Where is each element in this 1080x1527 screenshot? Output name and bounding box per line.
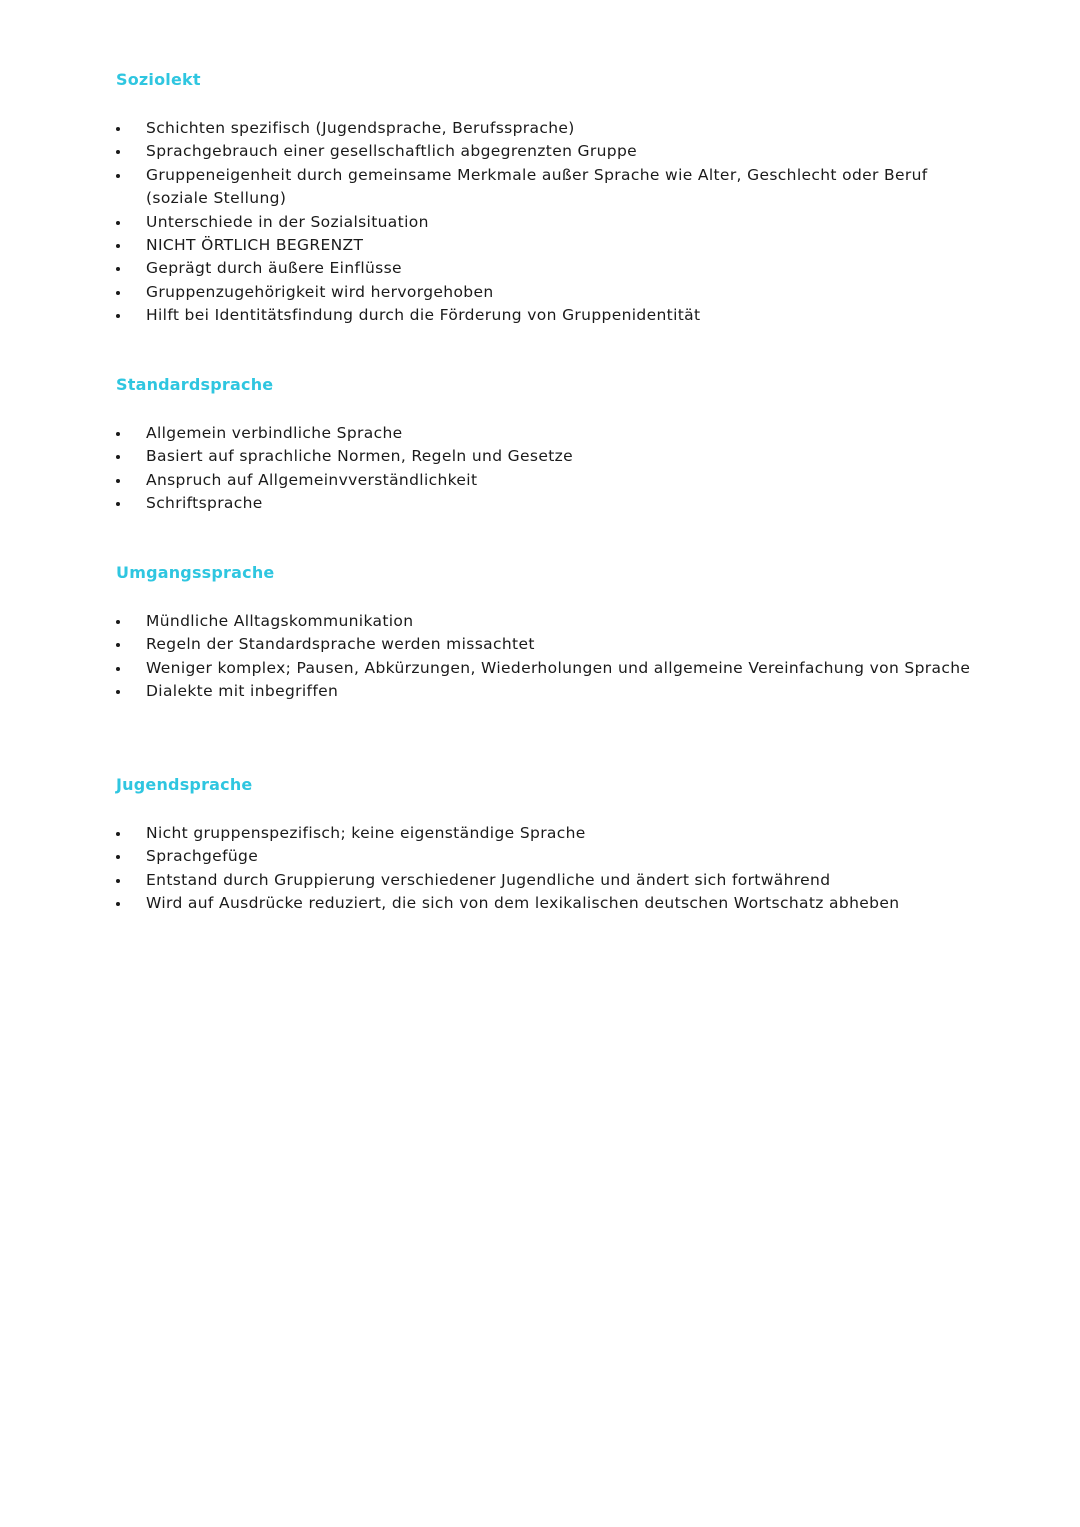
list-item: Anspruch auf Allgemeinvverständlichkeit	[116, 469, 976, 492]
list-item: Basiert auf sprachliche Normen, Regeln und Gesetze	[116, 445, 976, 468]
section-umgangssprache	[116, 563, 976, 704]
section-jugendsprache	[116, 775, 976, 916]
list-item: Weniger komplex; Pausen, Abkürzungen, Wiederholungen und allgemeine Vereinfachung von Sprache	[116, 657, 976, 680]
section-soziolekt	[116, 70, 976, 328]
list-item: Sprachgebrauch einer gesellschaftlich abgegrenzten Gruppe	[116, 140, 976, 163]
list-item: Schriftsprache	[116, 492, 976, 515]
section-heading: Jugendsprache	[116, 775, 253, 794]
list-item: Regeln der Standardsprache werden missachtet	[116, 633, 976, 656]
list-item: Allgemein verbindliche Sprache	[116, 422, 976, 445]
section-standardsprache	[116, 375, 976, 516]
bullet-list	[116, 610, 976, 704]
list-item: Entstand durch Gruppierung verschiedener Jugendliche und ändert sich fortwährend	[116, 869, 976, 892]
list-item: Unterschiede in der Sozialsituation	[116, 211, 976, 234]
list-item: Gruppenzugehörigkeit wird hervorgehoben	[116, 281, 976, 304]
bullet-list	[116, 422, 976, 516]
list-item: Wird auf Ausdrücke reduziert, die sich von dem lexikalischen deutschen Wortschatz abheben	[116, 892, 976, 915]
list-item: Mündliche Alltagskommunikation	[116, 610, 976, 633]
bullet-list	[116, 117, 976, 328]
list-item: Sprachgefüge	[116, 845, 976, 868]
list-item: Hilft bei Identitätsfindung durch die Förderung von Gruppenidentität	[116, 304, 976, 327]
list-item: Geprägt durch äußere Einflüsse	[116, 257, 976, 280]
list-item: Gruppeneigenheit durch gemeinsame Merkmale außer Sprache wie Alter, Geschlecht oder Beruf (soziale Stellung)	[116, 164, 976, 211]
list-item: Schichten spezifisch (Jugendsprache, Berufssprache)	[116, 117, 976, 140]
list-item: NICHT ÖRTLICH BEGRENZT	[116, 234, 976, 257]
bullet-list	[116, 822, 976, 916]
list-item: Dialekte mit inbegriffen	[116, 680, 976, 703]
section-heading: Standardsprache	[116, 375, 274, 394]
section-heading: Soziolekt	[116, 70, 201, 89]
section-heading: Umgangssprache	[116, 563, 275, 582]
list-item: Nicht gruppenspezifisch; keine eigenständige Sprache	[116, 822, 976, 845]
